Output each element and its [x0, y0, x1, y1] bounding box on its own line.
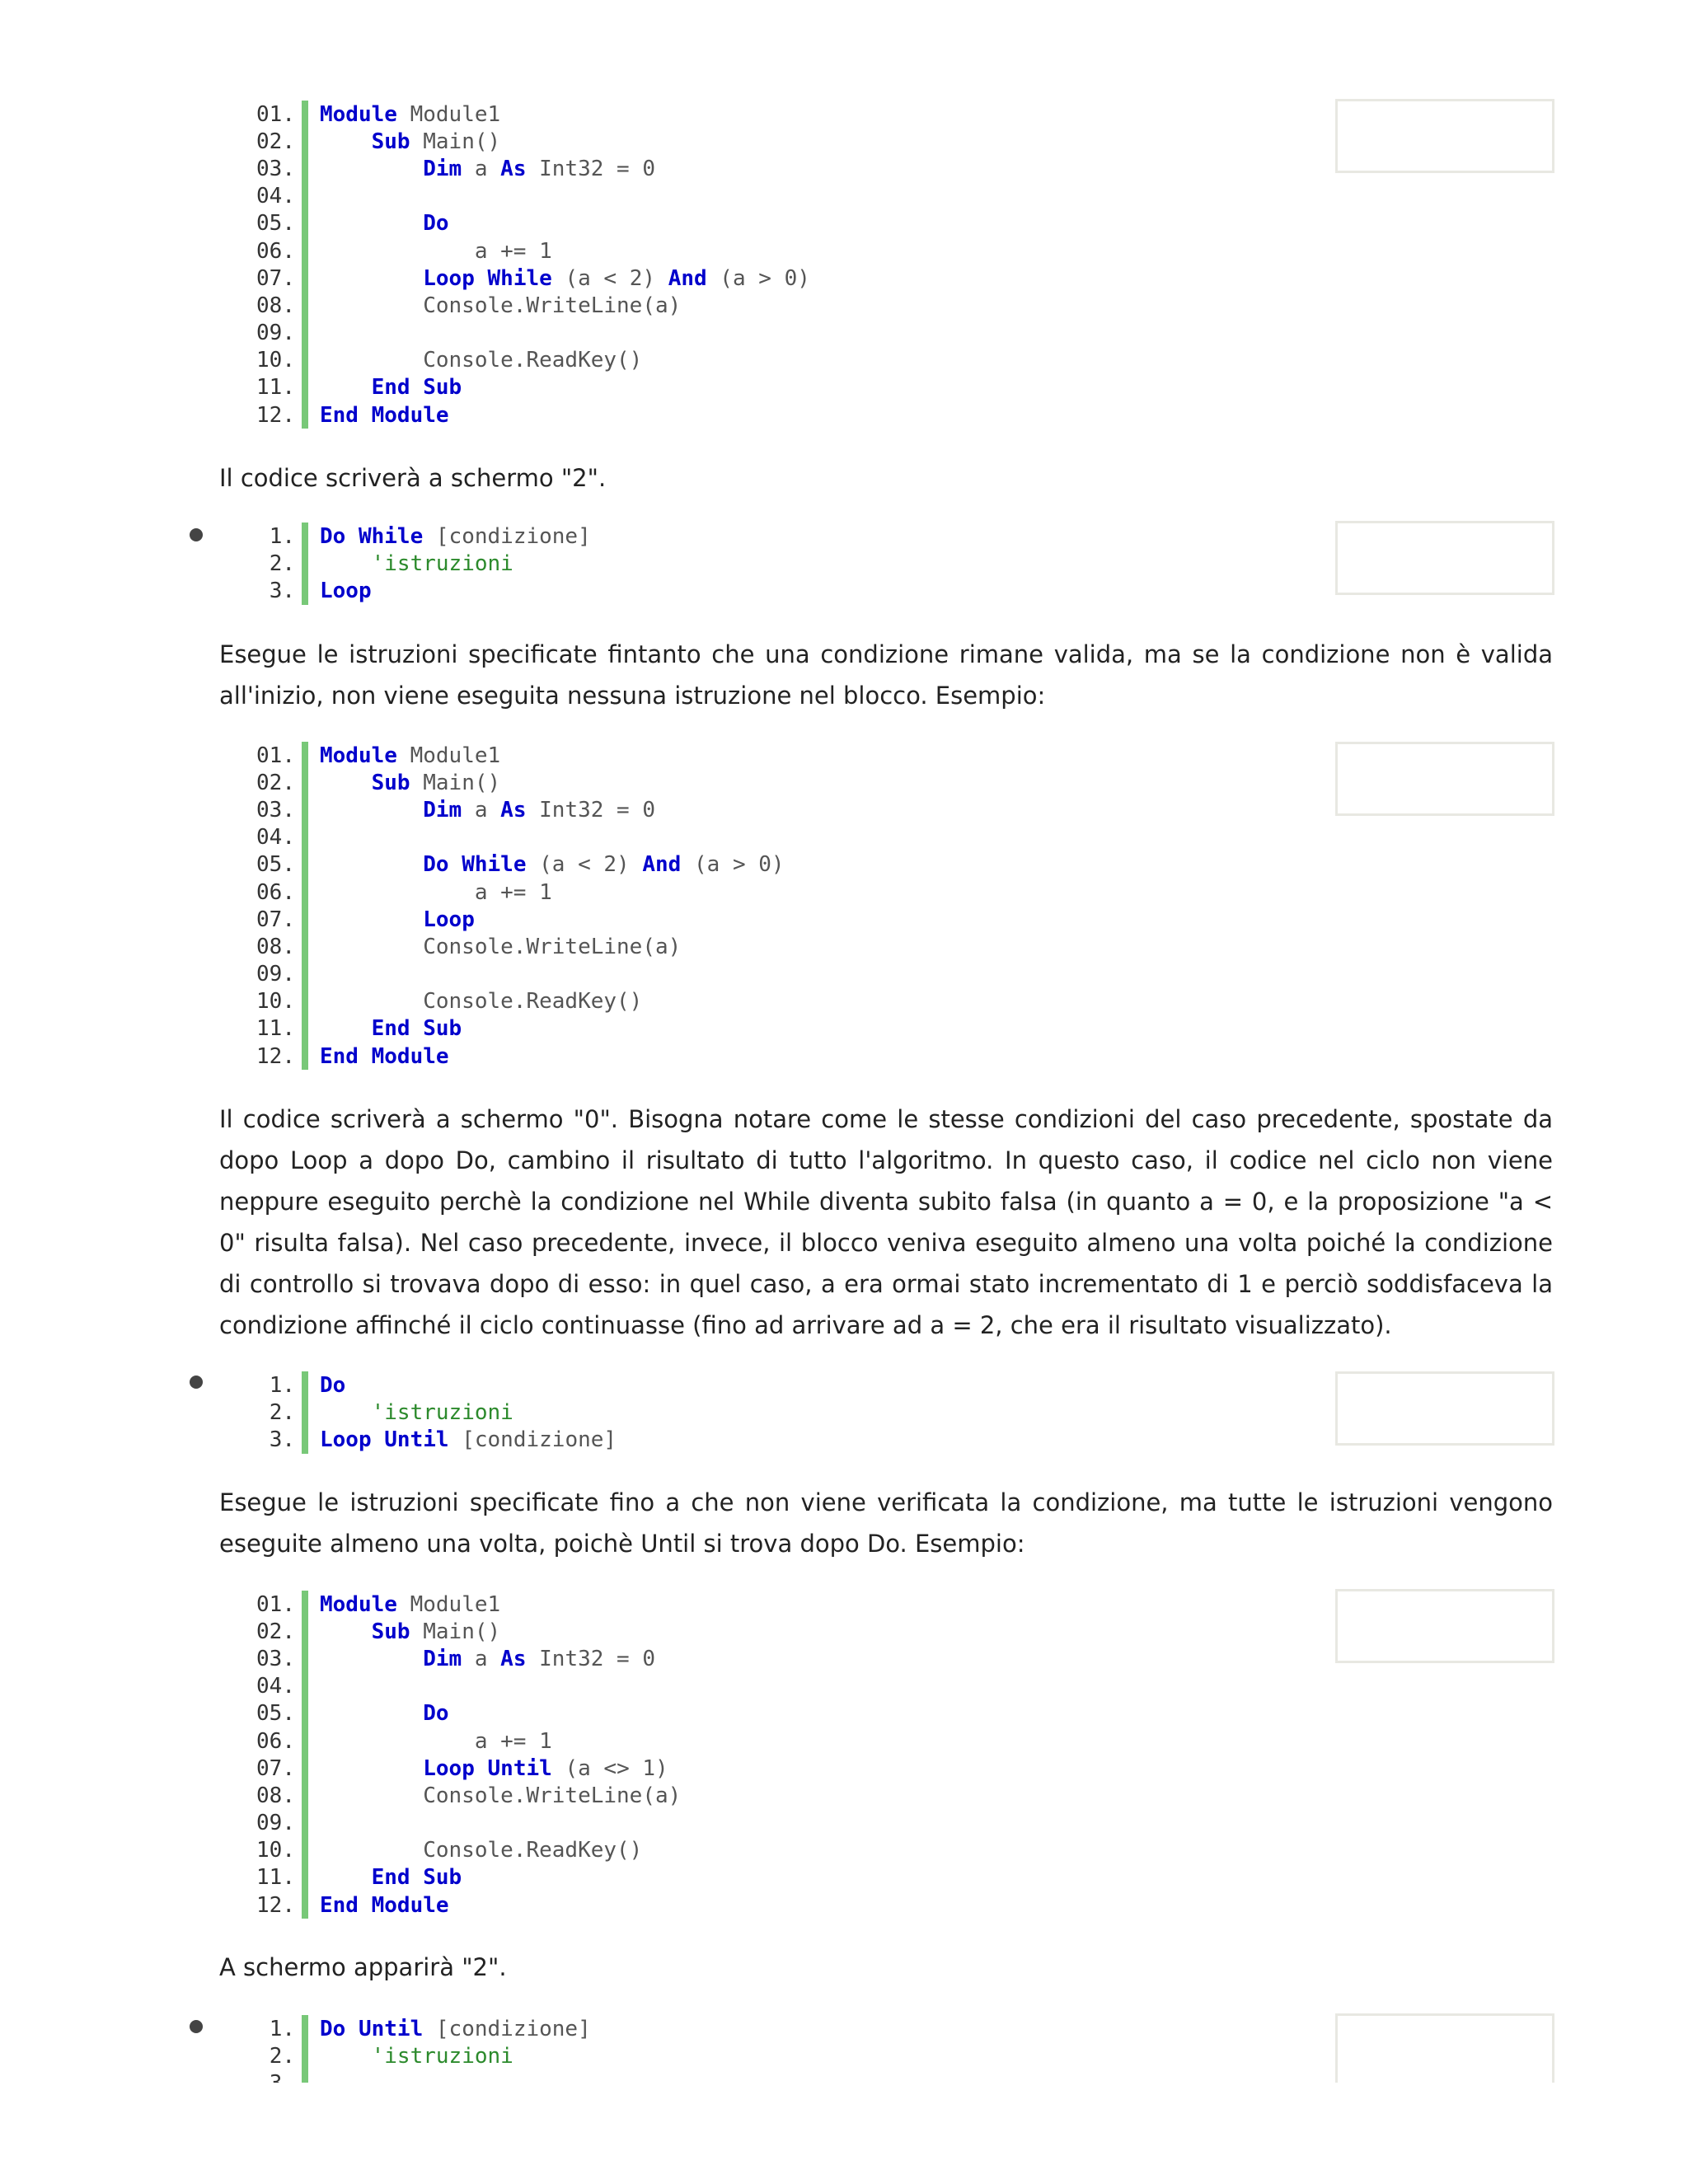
- code-toolbar-box[interactable]: [1335, 2013, 1554, 2088]
- code-keyword: End: [371, 1016, 410, 1042]
- code-token: Console.ReadKey(): [320, 348, 643, 373]
- code-gutter-bar: [302, 374, 308, 401]
- code-text: [308, 1619, 500, 1644]
- code-gutter-bar: [302, 101, 308, 128]
- code-text: [308, 1400, 513, 1425]
- code-keyword: End: [320, 1043, 359, 1069]
- code-keyword: Loop: [423, 907, 475, 932]
- code-gutter-bar: [302, 1043, 308, 1070]
- code-keyword: And: [668, 265, 707, 291]
- code-text: [308, 157, 655, 181]
- code-keyword: Until: [358, 2016, 424, 2041]
- code-line: [247, 401, 1566, 429]
- code-token: (a <> 1): [551, 1755, 668, 1781]
- code-keyword: Do: [423, 1701, 449, 1727]
- code-text: [308, 266, 810, 291]
- code-line: [247, 292, 1566, 319]
- code-keyword: Do: [320, 2016, 346, 2041]
- code-keyword: As: [500, 797, 527, 823]
- code-line: [247, 210, 1566, 237]
- code-token: [320, 157, 423, 181]
- code-keyword: End: [371, 1865, 410, 1891]
- code-gutter-bar: [302, 265, 308, 292]
- code-text: [308, 1044, 449, 1069]
- paragraph: Esegue le istruzioni specificate fintanto che una condizione rimane valida, ma se la condizione non è valida all'inizio, non viene eseguita nessuna istruzione nel blocco. Esempio:: [219, 640, 1553, 710]
- line-number: 12.: [256, 1043, 295, 1069]
- code-line: [247, 1015, 1566, 1043]
- code-token: [320, 1647, 423, 1671]
- code-token: [320, 266, 423, 291]
- code-text: [308, 1592, 500, 1617]
- code-token: [410, 1016, 424, 1041]
- code-keyword: Module: [320, 743, 397, 768]
- code-keyword: End: [320, 402, 359, 428]
- code-gutter-bar: [302, 1810, 308, 1837]
- bullet-dot: [190, 1376, 203, 1389]
- code-line: [247, 961, 1566, 988]
- code-line: [247, 1673, 1566, 1700]
- code-token: Int32 = 0: [526, 1646, 656, 1671]
- code-gutter-bar: [302, 742, 308, 769]
- code-gutter-bar: [302, 851, 308, 879]
- code-gutter-bar: [302, 796, 308, 823]
- code-keyword: Module: [320, 101, 397, 127]
- line-number: 03.: [256, 797, 295, 823]
- code-token: Module1: [396, 101, 501, 127]
- code-gutter-bar: [302, 906, 308, 933]
- code-keyword: Until: [384, 1427, 449, 1452]
- code-token: [condizione]: [423, 2016, 591, 2041]
- code-text: [308, 1427, 617, 1452]
- code-token: (a > 0): [706, 265, 810, 291]
- code-token: a += 1: [320, 1728, 552, 1754]
- code-gutter-bar: [302, 1864, 308, 1891]
- code-toolbar-box[interactable]: [1335, 1371, 1554, 1446]
- line-number: 09.: [256, 1811, 295, 1836]
- code-token: a: [462, 797, 501, 823]
- code-gutter-bar: [302, 320, 308, 347]
- code-text: [308, 2017, 591, 2041]
- code-gutter-bar: [302, 824, 308, 851]
- code-text: [308, 1701, 449, 1726]
- code-gutter-bar: [302, 292, 308, 319]
- code-gutter-bar: [302, 1371, 308, 1399]
- code-line: [247, 906, 1566, 933]
- code-token: [320, 1701, 423, 1726]
- code-token: a: [462, 156, 501, 181]
- line-number: 12.: [256, 402, 295, 428]
- code-text: [308, 1838, 642, 1863]
- code-gutter-bar: [302, 183, 308, 210]
- code-gutter-bar: [302, 550, 308, 577]
- code-token: Main(): [410, 129, 501, 154]
- code-token: [320, 551, 372, 576]
- line-number: 05.: [256, 852, 295, 878]
- line-number: 1.: [269, 523, 295, 549]
- code-gutter-bar: [302, 1399, 308, 1426]
- code-token: [condizione]: [448, 1427, 617, 1452]
- code-token: a: [462, 1646, 501, 1671]
- bullet-dot: [190, 2020, 203, 2033]
- line-number: 04.: [256, 184, 295, 209]
- code-keyword: Module: [371, 402, 449, 428]
- code-gutter-bar: [302, 523, 308, 550]
- code-keyword: Sub: [371, 1619, 410, 1644]
- code-text: [308, 852, 785, 877]
- code-line: [247, 1891, 1566, 1919]
- code-token: Module1: [396, 1591, 501, 1617]
- code-line: [247, 851, 1566, 879]
- code-token: [320, 375, 372, 400]
- line-number: 08.: [256, 934, 295, 959]
- code-gutter-bar: [302, 1618, 308, 1645]
- code-keyword: Loop: [320, 578, 372, 603]
- code-token: Int32 = 0: [526, 156, 656, 181]
- code-gutter-bar: [302, 1645, 308, 1672]
- code-keyword: Dim: [423, 156, 462, 181]
- code-line: [247, 320, 1566, 347]
- code-gutter-bar: [302, 1837, 308, 1864]
- code-token: [372, 1427, 385, 1452]
- code-token: [359, 403, 372, 428]
- code-keyword: And: [642, 852, 682, 878]
- code-keyword: Module: [371, 1892, 449, 1918]
- code-token: [345, 2017, 359, 2041]
- line-number: 10.: [256, 1838, 295, 1863]
- code-keyword: Sub: [423, 1016, 462, 1042]
- code-token: Console.ReadKey(): [320, 989, 643, 1015]
- code-gutter-bar: [302, 961, 308, 988]
- code-gutter-bar: [302, 1891, 308, 1919]
- code-keyword: While: [462, 852, 527, 878]
- code-token: Console.ReadKey(): [320, 1838, 643, 1863]
- code-keyword: Loop: [320, 1427, 372, 1452]
- code-gutter-bar: [302, 2015, 308, 2042]
- code-line: [247, 347, 1566, 374]
- code-toolbar-box[interactable]: [1335, 99, 1554, 173]
- line-number: 01.: [256, 743, 295, 768]
- code-keyword: Dim: [423, 797, 462, 823]
- code-text: [308, 1016, 462, 1041]
- line-number: 06.: [256, 238, 295, 264]
- code-keyword: Until: [487, 1755, 552, 1781]
- code-line: [247, 183, 1566, 210]
- code-text: [308, 551, 513, 576]
- code-gutter-bar: [302, 1673, 308, 1700]
- code-text: [308, 1729, 552, 1754]
- code-text: [308, 239, 552, 264]
- paragraph: Esegue le istruzioni specificate fino a che non viene verificata la condizione, ma tutte le istruzioni vengono eseguite almeno una volta, poichè Until si trova dopo Do. Esempio:: [219, 1488, 1553, 1558]
- code-keyword: As: [500, 156, 527, 181]
- code-line: [247, 1700, 1566, 1727]
- code-line: [247, 1727, 1566, 1755]
- code-gutter-bar: [302, 347, 308, 374]
- code-token: [320, 1400, 372, 1425]
- code-text: [308, 524, 591, 549]
- code-gutter-bar: [302, 1755, 308, 1782]
- code-token: [320, 907, 423, 932]
- code-line: [247, 933, 1566, 960]
- code-comment: 'istruzioni: [371, 1399, 513, 1425]
- line-number: 04.: [256, 1674, 295, 1699]
- code-gutter-bar: [302, 1727, 308, 1755]
- code-toolbar-box[interactable]: [1335, 521, 1554, 595]
- line-number: 05.: [256, 1701, 295, 1727]
- code-token: [320, 129, 372, 154]
- code-token: [359, 1893, 372, 1918]
- code-token: [320, 211, 423, 236]
- code-gutter-bar: [302, 401, 308, 429]
- code-line: [247, 1810, 1566, 1837]
- code-text: [308, 880, 552, 905]
- code-text: [308, 1893, 449, 1918]
- code-keyword: Sub: [371, 770, 410, 795]
- code-line: [247, 879, 1566, 906]
- code-line: [247, 1864, 1566, 1891]
- code-text: [308, 579, 372, 603]
- code-text: [308, 989, 642, 1014]
- code-text: [308, 2044, 513, 2069]
- line-number: 07.: [256, 1755, 295, 1781]
- code-line: [247, 237, 1566, 265]
- code-token: a += 1: [320, 238, 552, 264]
- code-keyword: Do: [320, 523, 346, 549]
- line-number: 03.: [256, 1646, 295, 1671]
- code-keyword: Sub: [423, 1865, 462, 1891]
- code-text: [308, 771, 500, 795]
- code-keyword: Loop: [423, 1755, 475, 1781]
- code-token: Console.WriteLine(a): [320, 293, 682, 318]
- code-token: [320, 1016, 372, 1041]
- line-number: 3.: [269, 578, 295, 603]
- code-text: [308, 348, 642, 373]
- code-line: [247, 1782, 1566, 1809]
- code-line: [247, 824, 1566, 851]
- code-text: [308, 743, 500, 768]
- code-token: (a < 2): [526, 852, 643, 878]
- code-token: [475, 1756, 488, 1781]
- page-bottom-margin: [0, 2083, 1688, 2184]
- code-token: [320, 1619, 372, 1644]
- code-text: [308, 1865, 462, 1890]
- code-text: [308, 102, 500, 127]
- code-text: [308, 375, 462, 400]
- code-comment: 'istruzioni: [371, 2043, 513, 2069]
- code-token: Main(): [410, 1619, 501, 1644]
- paragraph: Il codice scriverà a schermo "2".: [219, 464, 607, 492]
- code-keyword: As: [500, 1646, 527, 1671]
- code-gutter-bar: [302, 2042, 308, 2069]
- bullet-dot: [190, 528, 203, 541]
- code-token: [condizione]: [423, 523, 591, 549]
- line-number: 09.: [256, 321, 295, 346]
- code-token: [320, 798, 423, 823]
- code-gutter-bar: [302, 1015, 308, 1043]
- code-keyword: Module: [371, 1043, 449, 1069]
- code-token: [410, 375, 424, 400]
- code-comment: 'istruzioni: [371, 551, 513, 576]
- line-number: 2.: [269, 551, 295, 576]
- code-gutter-bar: [302, 155, 308, 182]
- code-token: [449, 852, 462, 877]
- code-token: Int32 = 0: [526, 797, 656, 823]
- code-toolbar-box[interactable]: [1335, 1589, 1554, 1663]
- code-line: [247, 1043, 1566, 1070]
- code-keyword: Do: [320, 1372, 346, 1398]
- code-text: [308, 1373, 345, 1398]
- code-token: [320, 2044, 372, 2069]
- line-number: 06.: [256, 879, 295, 905]
- code-line: [247, 1837, 1566, 1864]
- line-number: 12.: [256, 1892, 295, 1918]
- code-token: [475, 266, 488, 291]
- code-token: [359, 1044, 372, 1069]
- line-number: 07.: [256, 265, 295, 291]
- code-token: (a < 2): [551, 265, 668, 291]
- code-line: [247, 374, 1566, 401]
- code-gutter-bar: [302, 128, 308, 155]
- code-token: [320, 1865, 372, 1890]
- code-token: [320, 1756, 423, 1781]
- code-gutter-bar: [302, 1426, 308, 1453]
- line-number: 05.: [256, 211, 295, 237]
- line-number: 01.: [256, 101, 295, 127]
- code-token: [320, 771, 372, 795]
- code-gutter-bar: [302, 769, 308, 796]
- code-text: [308, 293, 681, 318]
- line-number: 08.: [256, 293, 295, 318]
- line-number: 02.: [256, 770, 295, 795]
- line-number: 04.: [256, 825, 295, 851]
- code-text: [308, 129, 500, 154]
- code-token: [345, 524, 359, 549]
- code-text: [308, 907, 475, 932]
- line-number: 3.: [269, 1427, 295, 1452]
- code-keyword: Do: [423, 852, 449, 878]
- code-text: [308, 1647, 655, 1671]
- line-number: 07.: [256, 907, 295, 932]
- code-token: Module1: [396, 743, 501, 768]
- code-token: Console.WriteLine(a): [320, 934, 682, 959]
- code-gutter-bar: [302, 577, 308, 604]
- line-number: 10.: [256, 989, 295, 1015]
- line-number: 11.: [256, 375, 295, 401]
- line-number: 11.: [256, 1865, 295, 1891]
- code-gutter-bar: [302, 1591, 308, 1618]
- code-keyword: Dim: [423, 1646, 462, 1671]
- paragraph: A schermo apparirà "2".: [219, 1953, 507, 1981]
- code-keyword: While: [487, 265, 552, 291]
- code-keyword: While: [358, 523, 424, 549]
- code-gutter-bar: [302, 1700, 308, 1727]
- line-number: 2.: [269, 2043, 295, 2069]
- line-number: 11.: [256, 1016, 295, 1042]
- code-keyword: End: [320, 1892, 359, 1918]
- code-line: [247, 265, 1566, 292]
- line-number: 08.: [256, 1783, 295, 1808]
- code-token: [320, 852, 423, 877]
- line-number: 10.: [256, 348, 295, 373]
- code-gutter-bar: [302, 933, 308, 960]
- code-token: (a > 0): [681, 852, 785, 878]
- code-token: Console.WriteLine(a): [320, 1783, 682, 1808]
- code-gutter-bar: [302, 988, 308, 1015]
- code-keyword: Sub: [371, 129, 410, 154]
- code-text: [308, 211, 449, 236]
- code-token: a += 1: [320, 879, 552, 905]
- code-line: [247, 988, 1566, 1015]
- line-number: 03.: [256, 156, 295, 181]
- code-gutter-bar: [302, 210, 308, 237]
- paragraph: Il codice scriverà a schermo "0". Bisogna notare come le stesse condizioni del caso precedente, spostate da dopo Loop a dopo Do, cambino il risultato di tutto l'algoritmo. In questo caso, il codice nel ciclo non viene neppure eseguito perchè la condizione nel While diventa subito falsa (in quanto a = 0, e la proposizione "a < 0" risulta falsa). Nel caso precedente, invece, il blocco veniva eseguito almeno una volta poiché la condizione di controllo si trovava dopo di esso: in quel caso, a era ormai stato incrementato di 1 e perciò soddisfaceva la condizione affinché il ciclo continuasse (fino ad arrivare ad a = 2, che era il risultato visualizzato).: [219, 1105, 1553, 1339]
- line-number: 02.: [256, 129, 295, 154]
- code-token: [410, 1865, 424, 1890]
- line-number: 02.: [256, 1619, 295, 1644]
- code-toolbar-box[interactable]: [1335, 742, 1554, 816]
- code-text: [308, 935, 681, 959]
- code-gutter-bar: [302, 1782, 308, 1809]
- code-token: Main(): [410, 770, 501, 795]
- code-text: [308, 1756, 668, 1781]
- code-keyword: Do: [423, 211, 449, 237]
- code-keyword: Module: [320, 1591, 397, 1617]
- code-keyword: Sub: [423, 375, 462, 401]
- line-number: 2.: [269, 1399, 295, 1425]
- code-line: [247, 1755, 1566, 1782]
- code-text: [308, 1783, 681, 1808]
- code-keyword: Loop: [423, 265, 475, 291]
- line-number: 1.: [269, 2016, 295, 2041]
- code-gutter-bar: [302, 237, 308, 265]
- code-text: [308, 798, 655, 823]
- line-number: 06.: [256, 1728, 295, 1754]
- line-number: 1.: [269, 1372, 295, 1398]
- code-keyword: End: [371, 375, 410, 401]
- code-text: [308, 403, 449, 428]
- line-number: 09.: [256, 962, 295, 987]
- line-number: 01.: [256, 1591, 295, 1617]
- code-gutter-bar: [302, 879, 308, 906]
